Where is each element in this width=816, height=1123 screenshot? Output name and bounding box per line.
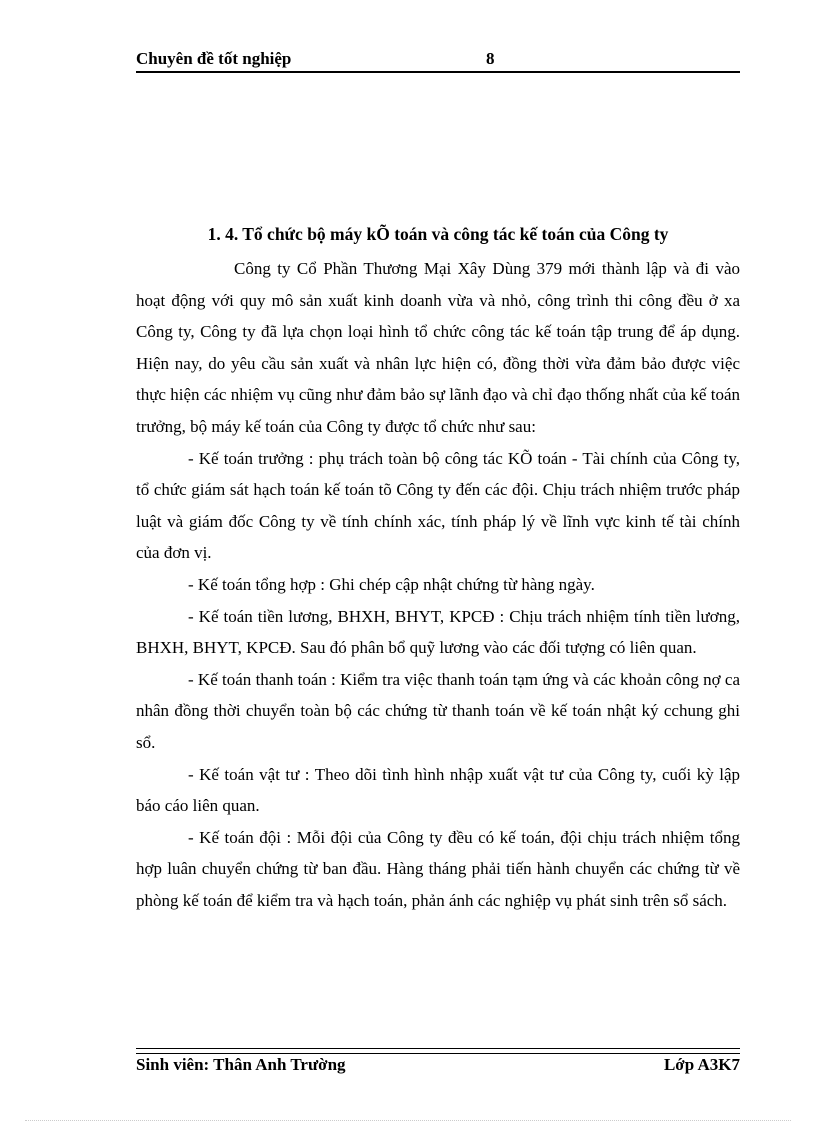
footer-divider: [136, 1048, 740, 1054]
section-heading: 1. 4. Tổ chức bộ máy kÕ toán và công tác kế toán của Công ty: [207, 224, 669, 244]
footer-student: Sinh viên: Thân Anh Trường: [136, 1055, 346, 1074]
footer-class: Lớp A3K7: [663, 1055, 740, 1074]
page-footer: [136, 1055, 740, 1075]
paragraph-payroll-accountant: - Kế toán tiền lương, BHXH, BHYT, KPCĐ : Chịu trách nhiệm tính tiền lương, BHXH, BHYT, KPCĐ. Sau đó phân bổ quỹ lương vào các đối tượng có liên quan.: [136, 606, 740, 658]
paragraph-general-accountant: - Kế toán tổng hợp : Ghi chép cập nhật chứng từ hàng ngày.: [188, 574, 595, 594]
paragraph-materials-accountant: - Kế toán vật tư : Theo dõi tình hình nhập xuất vật tư của Công ty, cuối kỳ lập báo cáo liên quan.: [136, 764, 740, 816]
paragraph-chief-accountant: - Kế toán trưởng : phụ trách toàn bộ công tác KÕ toán - Tài chính của Công ty, tổ chức giám sát hạch toán kế toán tõ Công ty đến các đội. Chịu trách nhiệm trước pháp luật và giám đốc Công ty về tính chính xác, tính pháp lý về lĩnh vực kinh tế tài chính của đơn vị.: [136, 448, 740, 563]
intro-paragraph: Công ty Cổ Phần Thương Mại Xây Dùng 379 mới thành lập và đi vào hoạt động với quy mô sản xuất kinh doanh vừa và nhỏ, công trình thi công đều ở xa Công ty, Công ty đã lựa chọn loại hình tổ chức công tác kế toán tập trung để áp dụng. Hiện nay, do yêu cầu sản xuất và nhân lực hiện có, đồng thời vừa đảm bảo được việc thực hiện các nhiệm vụ cũng như đảm bảo sự lãnh đạo và chỉ đạo thống nhất của kế toán trưởng, bộ máy kế toán của Công ty được tổ chức như sau:: [136, 259, 740, 436]
paragraph-team-accountant: - Kế toán đội : Mỗi đội của Công ty đều có kế toán, đội chịu trách nhiệm tổng hợp luân chuyển chứng từ ban đầu. Hàng tháng phải tiến hành chuyển các chứng từ về phòng kế toán để kiểm tra và hạch toán, phản ánh các nghiệp vụ phát sinh trên sổ sách.: [136, 827, 740, 910]
body-text: [136, 253, 740, 916]
page-number: 8: [486, 49, 495, 68]
header-title: Chuyên đề tốt nghiệp: [136, 49, 292, 68]
page-header: [136, 47, 740, 73]
paragraph-payment-accountant: - Kế toán thanh toán : Kiểm tra việc thanh toán tạm ứng và các khoản công nợ ca nhân đồng thời chuyển toàn bộ các chứng từ thanh toán về kế toán nhật ký cchung ghi sổ.: [136, 669, 740, 752]
page-edge-divider: [25, 1120, 791, 1121]
